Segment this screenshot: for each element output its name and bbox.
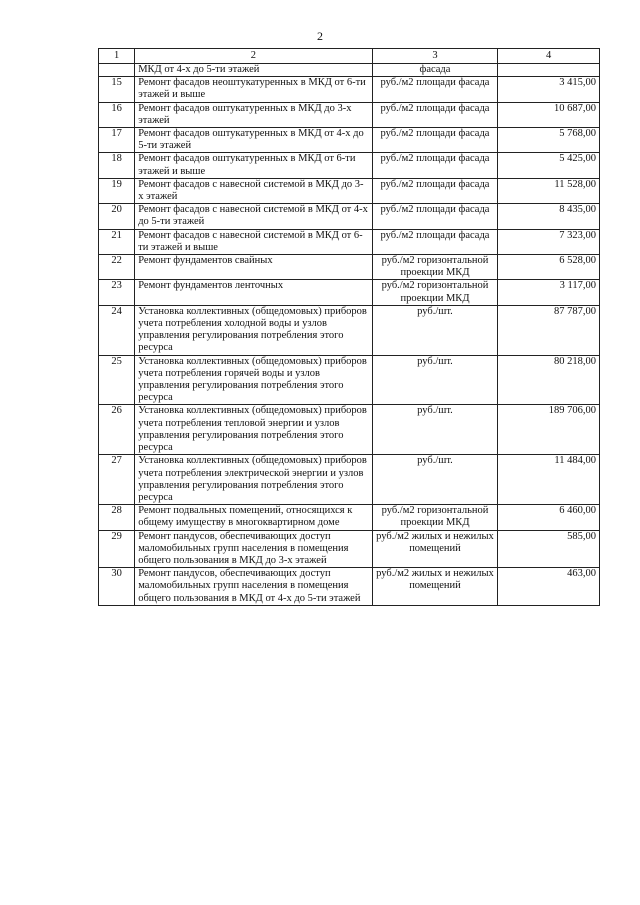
table-row [99, 153, 600, 178]
row-number: 23 [99, 280, 135, 305]
price-value: 189 706,00 [498, 405, 600, 455]
work-name: Ремонт подвальных помещений, относящихся к общему имуществу в многоквартирном доме [135, 505, 372, 530]
unit-of-measure: руб./м2 площади фасада [372, 204, 498, 229]
price-value: 3 415,00 [498, 77, 600, 102]
table-header [99, 49, 600, 64]
row-number: 19 [99, 178, 135, 203]
table-row [99, 405, 600, 455]
price-value: 7 323,00 [498, 229, 600, 254]
row-number: 28 [99, 505, 135, 530]
table-row [99, 178, 600, 203]
unit-of-measure: руб./м2 горизонтальной проекции МКД [372, 280, 498, 305]
work-name: Ремонт фасадов с навесной системой в МКД от 6-ти этажей и выше [135, 229, 372, 254]
unit-of-measure: руб./м2 площади фасада [372, 77, 498, 102]
price-value: 6 460,00 [498, 505, 600, 530]
table-row [99, 255, 600, 280]
price-value: 87 787,00 [498, 305, 600, 355]
work-name: Ремонт фасадов оштукатуренных в МКД от 4-х до 5-ти этажей [135, 128, 372, 153]
price-value: 6 528,00 [498, 255, 600, 280]
price-value: 11 484,00 [498, 455, 600, 505]
table-row [99, 77, 600, 102]
table-body [99, 64, 600, 606]
row-number: 26 [99, 405, 135, 455]
work-name: Установка коллективных (общедомовых) приборов учета потребления горячей воды и узлов управления регулирования потребления этого ресурса [135, 355, 372, 405]
row-number: 30 [99, 568, 135, 606]
table-row [99, 568, 600, 606]
header-col-1: 1 [99, 49, 135, 64]
table-row [99, 229, 600, 254]
unit-of-measure: руб./м2 площади фасада [372, 229, 498, 254]
price-value: 5 768,00 [498, 128, 600, 153]
unit-of-measure: руб./м2 площади фасада [372, 153, 498, 178]
row-number: 25 [99, 355, 135, 405]
price-value [498, 64, 600, 77]
price-value: 585,00 [498, 530, 600, 568]
work-name: Установка коллективных (общедомовых) приборов учета потребления тепловой энергии и узлов управления регулирования потребления этого ресурса [135, 405, 372, 455]
price-value: 10 687,00 [498, 102, 600, 127]
price-value: 3 117,00 [498, 280, 600, 305]
work-name: Ремонт фасадов неоштукатуренных в МКД от 6-ти этажей и выше [135, 77, 372, 102]
unit-of-measure: руб./м2 жилых и нежилых помещений [372, 568, 498, 606]
row-number [99, 64, 135, 77]
unit-of-measure: руб./шт. [372, 305, 498, 355]
price-value: 80 218,00 [498, 355, 600, 405]
work-name: Ремонт фасадов оштукатуренных в МКД до 3-х этажей [135, 102, 372, 127]
row-number: 16 [99, 102, 135, 127]
price-value: 5 425,00 [498, 153, 600, 178]
work-name: Ремонт пандусов, обеспечивающих доступ маломобильных групп населения в помещения общего пользования в МКД от 4-х до 5-ти этажей [135, 568, 372, 606]
table-row [99, 102, 600, 127]
row-number: 17 [99, 128, 135, 153]
row-number: 21 [99, 229, 135, 254]
header-col-3: 3 [372, 49, 498, 64]
row-number: 20 [99, 204, 135, 229]
unit-of-measure: руб./шт. [372, 405, 498, 455]
work-name: Установка коллективных (общедомовых) приборов учета потребления холодной воды и узлов управления регулирования потребления этого ресурса [135, 305, 372, 355]
work-name: Установка коллективных (общедомовых) приборов учета потребления электрической энергии и узлов управления регулирования потребления этого ресурса [135, 455, 372, 505]
price-value: 8 435,00 [498, 204, 600, 229]
table-row [99, 355, 600, 405]
rates-table [98, 48, 600, 606]
table-row [99, 305, 600, 355]
table-row [99, 204, 600, 229]
row-number: 24 [99, 305, 135, 355]
work-name: Ремонт фундаментов свайных [135, 255, 372, 280]
table-row [99, 128, 600, 153]
row-number: 18 [99, 153, 135, 178]
header-col-4: 4 [498, 49, 600, 64]
work-name: Ремонт фасадов оштукатуренных в МКД от 6-ти этажей и выше [135, 153, 372, 178]
work-name: Ремонт пандусов, обеспечивающих доступ маломобильных групп населения в помещения общего пользования в МКД до 3-х этажей [135, 530, 372, 568]
unit-of-measure: руб./м2 площади фасада [372, 128, 498, 153]
unit-of-measure: руб./м2 жилых и нежилых помещений [372, 530, 498, 568]
table-row [99, 280, 600, 305]
work-name: Ремонт фасадов с навесной системой в МКД от 4-х до 5-ти этажей [135, 204, 372, 229]
header-row [99, 49, 600, 64]
row-number: 27 [99, 455, 135, 505]
row-number: 22 [99, 255, 135, 280]
unit-of-measure: фасада [372, 64, 498, 77]
price-value: 463,00 [498, 568, 600, 606]
unit-of-measure: руб./шт. [372, 455, 498, 505]
row-number: 29 [99, 530, 135, 568]
row-number: 15 [99, 77, 135, 102]
table-row [99, 530, 600, 568]
unit-of-measure: руб./м2 горизонтальной проекции МКД [372, 505, 498, 530]
page-number: 2 [317, 29, 323, 43]
unit-of-measure: руб./м2 площади фасада [372, 178, 498, 203]
table-row [99, 64, 600, 77]
work-name: МКД от 4-х до 5-ти этажей [135, 64, 372, 77]
work-name: Ремонт фасадов с навесной системой в МКД до 3-х этажей [135, 178, 372, 203]
price-value: 11 528,00 [498, 178, 600, 203]
unit-of-measure: руб./м2 площади фасада [372, 102, 498, 127]
unit-of-measure: руб./м2 горизонтальной проекции МКД [372, 255, 498, 280]
header-col-2: 2 [135, 49, 372, 64]
table-row [99, 505, 600, 530]
table-row [99, 455, 600, 505]
unit-of-measure: руб./шт. [372, 355, 498, 405]
work-name: Ремонт фундаментов ленточных [135, 280, 372, 305]
